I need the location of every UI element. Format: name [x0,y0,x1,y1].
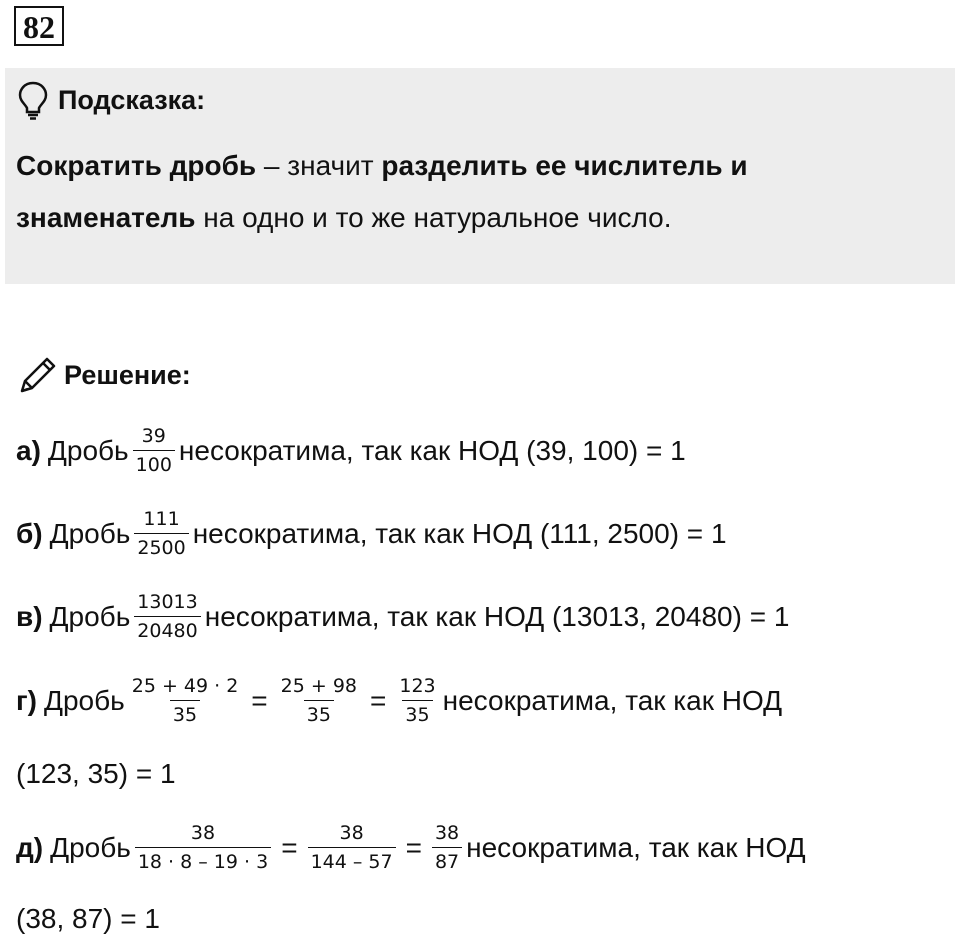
text-v: несократима, так как НОД (13013, 20480) = 1 [204,600,790,632]
fraction-denominator: 35 [402,700,432,726]
lightbulb-icon [16,80,50,120]
word-a: Дробь [47,434,129,466]
text-b: несократима, так как НОД (111, 2500) = 1 [192,517,727,549]
label-g: г) [16,684,37,716]
equals-sign: = [405,831,422,863]
text-d: несократима, так как НОД [466,831,806,863]
hint-bold-1: Сократить дробь [16,150,257,181]
fraction-numerator: 111 [143,508,180,530]
text-a: несократима, так как НОД (39, 100) = 1 [178,434,686,466]
word-d: Дробь [50,831,131,863]
solution-line-v [16,591,789,642]
fraction-denominator: 35 [170,700,200,726]
solution-line-b [16,508,727,559]
equals-sign: = [251,684,268,716]
text-d-cont: (38, 87) = 1 [16,903,160,934]
word-v: Дробь [49,600,131,632]
hint-title [16,80,205,120]
hint-bold-2: разделить ее числитель и знаменатель [16,150,748,233]
word-b: Дробь [49,517,131,549]
hint-text-2: на одно и то же натуральное число. [195,202,672,233]
fraction-a [133,425,175,476]
fraction-b [134,508,188,559]
hint-text [16,140,916,244]
fraction-numerator: 25 + 98 [280,675,358,697]
solution-line-g-cont [16,758,176,790]
solution-title [16,355,191,395]
fraction-v [134,591,200,642]
equals-sign: = [370,684,387,716]
solution-line-d [16,822,806,873]
solution-line-g [16,675,782,726]
label-b: б) [16,517,43,549]
solution-line-a [16,425,686,476]
fraction-numerator: 13013 [137,591,198,613]
fraction-denominator: 2500 [134,533,188,559]
fraction-denominator: 18 · 8 – 19 · 3 [135,847,271,873]
fraction-numerator: 39 [141,425,166,447]
fraction-numerator: 38 [434,822,460,844]
text-g-cont: (123, 35) = 1 [16,758,176,789]
fraction-numerator: 38 [339,822,364,844]
label-a: а) [16,434,41,466]
fraction-numerator: 123 [399,675,436,697]
label-d: д) [16,831,44,863]
equals-sign: = [281,831,298,863]
fraction-g-1 [129,675,242,726]
fraction-denominator: 100 [133,450,175,476]
task-number: 82 [14,6,64,46]
fraction-g-2 [278,675,360,726]
fraction-denominator: 87 [432,847,462,873]
fraction-g-3 [396,675,438,726]
fraction-d-2 [308,822,396,873]
solution-title-text: Решение: [64,359,191,390]
fraction-numerator: 25 + 49 · 2 [131,675,239,697]
label-v: в) [16,600,43,632]
fraction-d-3 [432,822,462,873]
hint-title-text: Подсказка: [58,84,206,115]
hint-text-1: – значит [256,150,382,181]
fraction-denominator: 35 [304,700,334,726]
word-g: Дробь [44,684,125,716]
fraction-denominator: 144 – 57 [308,847,396,873]
fraction-numerator: 38 [190,822,216,844]
fraction-d-1 [135,822,271,873]
fraction-denominator: 20480 [134,616,200,642]
text-g: несократима, так как НОД [442,684,783,716]
pencil-icon [16,355,58,395]
solution-line-d-cont [16,903,160,935]
